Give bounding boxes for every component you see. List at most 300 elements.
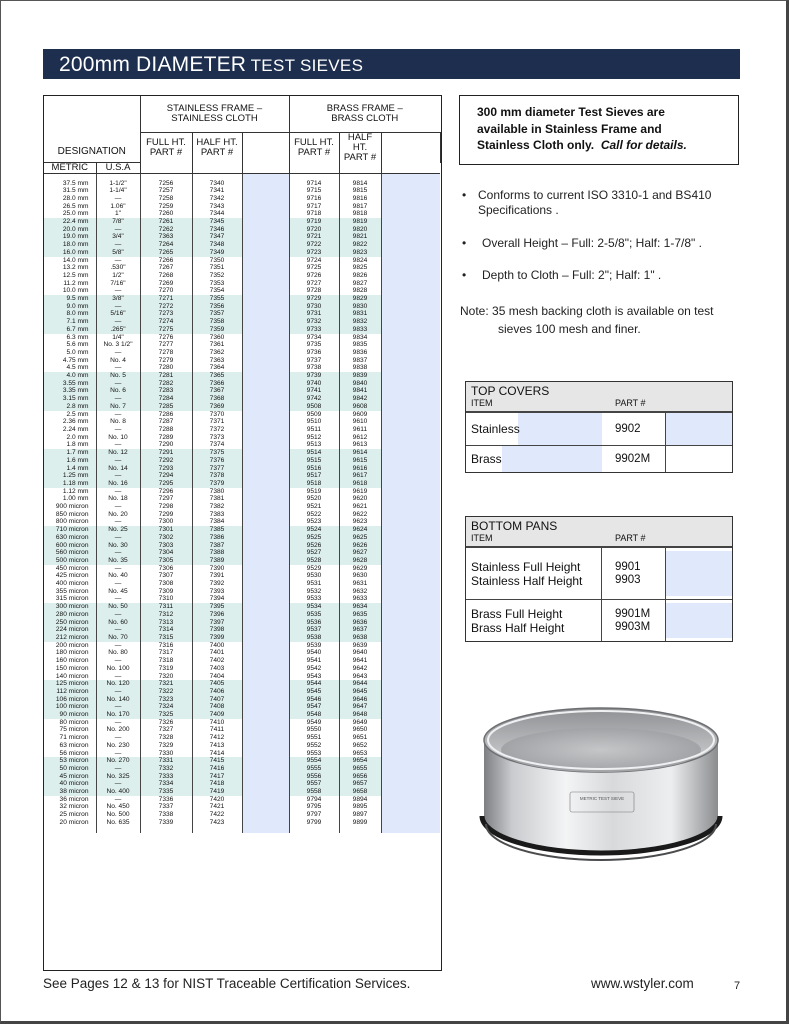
callout-line3: Stainless Cloth only. [477, 138, 595, 152]
brass-full-part: 9521 [289, 503, 339, 511]
metric-size: 9.5 mm [44, 295, 96, 303]
item-name: Stainless [471, 422, 520, 436]
blank-cell [242, 803, 289, 811]
brass-full-part: 9535 [289, 611, 339, 619]
brass-half-part: 9649 [339, 719, 381, 727]
metric-size: 106 micron [44, 696, 96, 704]
brass-half-part: 9814 [339, 180, 381, 188]
brass-half-part: 9637 [339, 626, 381, 634]
usa-size: No. 25 [96, 526, 140, 534]
stainless-half-part: 7405 [192, 680, 242, 688]
bot-spacer [289, 163, 339, 174]
metric-size: 300 micron [44, 603, 96, 611]
brass-full-part: 9794 [289, 796, 339, 804]
usa-size: No. 450 [96, 803, 140, 811]
stainless-half-part: 7352 [192, 272, 242, 280]
blank-cell [242, 264, 289, 272]
brass-half-part: 9615 [339, 457, 381, 465]
sieve-row [44, 457, 440, 465]
metric-size: 1.4 mm [44, 465, 96, 473]
blank-cell [381, 711, 440, 719]
blank-cell [381, 734, 440, 742]
part-cell [602, 600, 666, 641]
sieve-row [44, 349, 440, 357]
stainless-full-part: 7296 [140, 488, 192, 496]
stainless-half-part: 7357 [192, 310, 242, 318]
brass-full-part: 9735 [289, 341, 339, 349]
metric-size: 4.75 mm [44, 357, 96, 365]
sieve-row [44, 418, 440, 426]
spec-text: Conforms to current ISO 3310-1 and BS410 Specifications . [478, 188, 712, 217]
stainless-half-part: 7345 [192, 218, 242, 226]
metric-size: 180 micron [44, 649, 96, 657]
blank-cell [381, 210, 440, 218]
metric-size: 36 micron [44, 796, 96, 804]
stainless-full-part: 7260 [140, 210, 192, 218]
usa-size: 3/8" [96, 295, 140, 303]
blank-cell [381, 180, 440, 188]
stainless-half-part: 7363 [192, 357, 242, 365]
part-number: 9902M [615, 452, 651, 465]
brass-full-part: 9553 [289, 750, 339, 758]
blank-cell [381, 233, 440, 241]
sieve-row [44, 210, 440, 218]
stainless-half-part: 7403 [192, 665, 242, 673]
metric-size: 212 micron [44, 634, 96, 642]
blank-cell [242, 257, 289, 265]
stainless-half-part: 7414 [192, 750, 242, 758]
blank-cell [381, 696, 440, 704]
brass-full-part: 9723 [289, 249, 339, 257]
brass-half-part: 9841 [339, 387, 381, 395]
metric-size: 90 micron [44, 711, 96, 719]
brass-half-part: 9658 [339, 788, 381, 796]
usa-size: No. 400 [96, 788, 140, 796]
brass-full-part: 9797 [289, 811, 339, 819]
stainless-full-part: 7363 [140, 233, 192, 241]
stainless-full-part: 7277 [140, 341, 192, 349]
metric-header: METRIC [44, 163, 96, 174]
brass-full-part: 9529 [289, 565, 339, 573]
stainless-half-part: 7344 [192, 210, 242, 218]
metric-size: 50 micron [44, 765, 96, 773]
blank-cell [381, 773, 440, 781]
stainless-full-part: 7316 [140, 642, 192, 650]
brass-half-part: 9612 [339, 434, 381, 442]
full-ht-label: FULL HT. [294, 136, 334, 148]
test-sieve-photo [478, 700, 724, 865]
title-main: 200mm DIAMETER [59, 53, 247, 76]
metric-size: 80 micron [44, 719, 96, 727]
usa-size: 7/16" [96, 280, 140, 288]
blank-cell [381, 542, 440, 550]
metric-size: 1.18 mm [44, 480, 96, 488]
usa-size: No. 18 [96, 495, 140, 503]
blank-cell [381, 595, 440, 603]
usa-size: — [96, 364, 140, 372]
blank-cell [381, 526, 440, 534]
blank-cell [242, 657, 289, 665]
stainless-half-part: 7377 [192, 465, 242, 473]
brass-half-part: 9640 [339, 649, 381, 657]
sieve-row [44, 511, 440, 519]
usa-size: 1.06" [96, 203, 140, 211]
blank-cell [381, 742, 440, 750]
item-header: ITEM [471, 533, 493, 543]
metric-size: 9.0 mm [44, 303, 96, 311]
sieve-row [44, 280, 440, 288]
metric-size: 32 micron [44, 803, 96, 811]
stainless-half-part: 7343 [192, 203, 242, 211]
usa-size: 5/8" [96, 249, 140, 257]
blank-cell [242, 673, 289, 681]
stainless-half-part: 7407 [192, 696, 242, 704]
brass-full-part: 9734 [289, 334, 339, 342]
stainless-half-ht [192, 132, 242, 163]
sieve-row [44, 680, 440, 688]
brass-full-part: 9525 [289, 534, 339, 542]
brass-full-part: 9799 [289, 819, 339, 827]
brass-full-part: 9516 [289, 465, 339, 473]
sieve-table [43, 95, 442, 971]
blank-cell [381, 819, 440, 827]
usa-size: 7/8" [96, 218, 140, 226]
stainless-half-part: 7406 [192, 688, 242, 696]
metric-size: 26.5 mm [44, 203, 96, 211]
stainless-half-part: 7402 [192, 657, 242, 665]
blank-cell [381, 387, 440, 395]
stainless-full-part: 7304 [140, 549, 192, 557]
brass-half-part: 9656 [339, 773, 381, 781]
part-number: 9903M [615, 620, 651, 633]
sieve-row [44, 287, 440, 295]
stainless-header: STAINLESS FRAME – STAINLESS CLOTH [140, 96, 289, 132]
brass-half-part: 9629 [339, 565, 381, 573]
stainless-half-part: 7404 [192, 673, 242, 681]
blank-cell [381, 803, 440, 811]
usa-header: U.S.A [96, 163, 140, 174]
brass-half-part: 9894 [339, 796, 381, 804]
usa-size: — [96, 626, 140, 634]
sieve-row [44, 611, 440, 619]
blank-cell [242, 349, 289, 357]
brass-half-part: 9614 [339, 449, 381, 457]
blank-cell [242, 557, 289, 565]
spacer-cell [339, 827, 381, 833]
brass-half-part: 9836 [339, 349, 381, 357]
sieve-row [44, 310, 440, 318]
blank-cell [381, 534, 440, 542]
bullet-dot-icon: • [462, 188, 467, 202]
blank-cell [242, 634, 289, 642]
brass-half-part: 9653 [339, 750, 381, 758]
brass-half-part: 9819 [339, 218, 381, 226]
stainless-half-part: 7393 [192, 588, 242, 596]
metric-size: 19.0 mm [44, 233, 96, 241]
blank-cell [242, 341, 289, 349]
blank-cell [381, 619, 440, 627]
stainless-half-part: 7362 [192, 349, 242, 357]
sieve-row [44, 449, 440, 457]
blank-cell [381, 472, 440, 480]
blank-cell [242, 218, 289, 226]
spacer-cell [192, 827, 242, 833]
blank-cell [381, 642, 440, 650]
brass-full-part: 9530 [289, 572, 339, 580]
metric-size: 3.55 mm [44, 380, 96, 388]
usa-size: No. 140 [96, 696, 140, 704]
usa-size: — [96, 241, 140, 249]
brass-full-part: 9518 [289, 480, 339, 488]
stainless-full-part: 7266 [140, 257, 192, 265]
brass-half-part: 9821 [339, 233, 381, 241]
metric-size: 850 micron [44, 511, 96, 519]
metric-size: 8.0 mm [44, 310, 96, 318]
blank-cell [381, 495, 440, 503]
brass-full-part: 9732 [289, 318, 339, 326]
blank-cell [381, 434, 440, 442]
metric-size: 1.25 mm [44, 472, 96, 480]
backing-cloth-note [460, 302, 750, 338]
usa-size: 1" [96, 210, 140, 218]
metric-size: 13.2 mm [44, 264, 96, 272]
usa-size: No. 40 [96, 572, 140, 580]
metric-size: 250 micron [44, 619, 96, 627]
stainless-half-part: 7341 [192, 187, 242, 195]
bullet-dot-icon: • [462, 236, 467, 250]
brass-full-part: 9731 [289, 310, 339, 318]
sieve-row [44, 426, 440, 434]
brass-half-part: 9834 [339, 334, 381, 342]
blank-cell [381, 665, 440, 673]
brass-half-part: 9623 [339, 518, 381, 526]
blank-cell [381, 280, 440, 288]
sieve-row [44, 272, 440, 280]
brass-half-part: 9899 [339, 819, 381, 827]
stainless-full-part: 7265 [140, 249, 192, 257]
stainless-half-part: 7370 [192, 411, 242, 419]
stainless-half-part: 7365 [192, 372, 242, 380]
brass-half-part: 9825 [339, 264, 381, 272]
item-name: Brass Full Height [471, 606, 563, 621]
metric-size: 2.8 mm [44, 403, 96, 411]
sieve-row [44, 488, 440, 496]
metric-size: 16.0 mm [44, 249, 96, 257]
blank-cell [381, 226, 440, 234]
sieve-row [44, 195, 440, 203]
usa-size: .530" [96, 264, 140, 272]
brass-half-part: 9628 [339, 557, 381, 565]
sieve-row [44, 703, 440, 711]
brass-half-part: 9621 [339, 503, 381, 511]
metric-size: 4.0 mm [44, 372, 96, 380]
blank-cell [381, 557, 440, 565]
stainless-half-part: 7418 [192, 780, 242, 788]
stainless-full-part: 7330 [140, 750, 192, 758]
item-cell [466, 446, 602, 472]
stainless-full-part: 7332 [140, 765, 192, 773]
usa-size: — [96, 457, 140, 465]
part-number: 9901M [615, 607, 651, 620]
brass-full-part: 9724 [289, 257, 339, 265]
blank-cell [242, 542, 289, 550]
blank-cell [242, 619, 289, 627]
brass-half-part: 9644 [339, 680, 381, 688]
designation-header: DESIGNATION [44, 96, 140, 163]
brass-full-part: 9533 [289, 595, 339, 603]
metric-size: 45 micron [44, 773, 96, 781]
blank-cell [381, 349, 440, 357]
part-cell [602, 446, 666, 472]
stainless-half-part: 7369 [192, 403, 242, 411]
stainless-half-part: 7361 [192, 341, 242, 349]
sieve-row [44, 518, 440, 526]
usa-size: 5/16" [96, 310, 140, 318]
brass-half-part: 9815 [339, 187, 381, 195]
stainless-full-part: 7302 [140, 534, 192, 542]
stainless-full-part: 7280 [140, 364, 192, 372]
column-headers [471, 533, 727, 545]
brass-full-part: 9742 [289, 395, 339, 403]
metric-size: 40 micron [44, 780, 96, 788]
blank-cell [242, 819, 289, 827]
brass-half-part: 9627 [339, 549, 381, 557]
brass-half-part: 9622 [339, 511, 381, 519]
bottom-pan-row [466, 599, 732, 641]
blank-cell [381, 318, 440, 326]
brass-half-part: 9608 [339, 403, 381, 411]
blank-cell [242, 518, 289, 526]
sieve-row [44, 765, 440, 773]
sieve-row [44, 542, 440, 550]
blank-cell [242, 726, 289, 734]
metric-size: 710 micron [44, 526, 96, 534]
stainless-full-part: 7336 [140, 796, 192, 804]
stainless-full-part: 7334 [140, 780, 192, 788]
blank-cell [242, 280, 289, 288]
blank-cell [242, 580, 289, 588]
stainless-full-part: 7331 [140, 757, 192, 765]
stainless-full-part: 7293 [140, 465, 192, 473]
brass-half-part: 9609 [339, 411, 381, 419]
blank-cell [381, 310, 440, 318]
stainless-full-part: 7268 [140, 272, 192, 280]
brass-full-part: 9715 [289, 187, 339, 195]
blank-cell [242, 565, 289, 573]
brass-half-part: 9630 [339, 572, 381, 580]
stainless-full-part: 7287 [140, 418, 192, 426]
stainless-half-part: 7359 [192, 326, 242, 334]
spec-text: Depth to Cloth – Full: 2"; Half: 1" . [482, 268, 662, 282]
blank-cell [242, 642, 289, 650]
brass-half-part: 9641 [339, 657, 381, 665]
stainless-half-part: 7420 [192, 796, 242, 804]
brass-half-part: 9818 [339, 210, 381, 218]
blank-cell [381, 657, 440, 665]
stainless-full-part: 7329 [140, 742, 192, 750]
blank-cell [242, 395, 289, 403]
usa-size: No. 35 [96, 557, 140, 565]
sieve-row [44, 357, 440, 365]
stainless-full-part: 7289 [140, 434, 192, 442]
brass-full-part: 9540 [289, 649, 339, 657]
blank-cell [381, 788, 440, 796]
usa-size: No. 80 [96, 649, 140, 657]
blank-cell [242, 357, 289, 365]
usa-size: .265" [96, 326, 140, 334]
sieve-table-body [44, 174, 440, 833]
note-line: Note: 35 mesh backing cloth is available on test [460, 304, 714, 318]
brass-half-part: 9647 [339, 703, 381, 711]
brass-half-part: 9617 [339, 472, 381, 480]
metric-size: 12.5 mm [44, 272, 96, 280]
blank-cell [381, 441, 440, 449]
brass-full-part: 9555 [289, 765, 339, 773]
sieve-row [44, 595, 440, 603]
sieve-row [44, 803, 440, 811]
blank-cell [381, 626, 440, 634]
brass-full-part: 9508 [289, 403, 339, 411]
usa-size: — [96, 518, 140, 526]
usa-size: — [96, 765, 140, 773]
stainless-half-part: 7371 [192, 418, 242, 426]
stainless-half-part: 7356 [192, 303, 242, 311]
brass-full-part: 9537 [289, 626, 339, 634]
blank-cell [381, 372, 440, 380]
bot-spacer [192, 163, 242, 174]
website-link[interactable]: www.wstyler.com [591, 976, 694, 991]
blank-cell [242, 626, 289, 634]
brass-half-part: 9645 [339, 688, 381, 696]
stainless-full-part: 7271 [140, 295, 192, 303]
stainless-full-part: 7303 [140, 542, 192, 550]
stainless-half-part: 7417 [192, 773, 242, 781]
part-number: 9901 [615, 560, 641, 573]
sieve-row [44, 372, 440, 380]
stainless-full-part: 7294 [140, 472, 192, 480]
bot-spacer [140, 163, 192, 174]
sieve-row [44, 696, 440, 704]
metric-size: 38 micron [44, 788, 96, 796]
stainless-half-part: 7401 [192, 649, 242, 657]
brass-half-ht [339, 132, 381, 163]
usa-size: No. 10 [96, 434, 140, 442]
brass-half-part: 9620 [339, 495, 381, 503]
blank-cell [242, 773, 289, 781]
metric-size: 37.5 mm [44, 180, 96, 188]
sieve-row [44, 395, 440, 403]
stainless-half-part: 7358 [192, 318, 242, 326]
brass-full-part: 9733 [289, 326, 339, 334]
usa-size: — [96, 287, 140, 295]
sieve-row [44, 180, 440, 188]
brass-full-part: 9725 [289, 264, 339, 272]
blank-cell [242, 426, 289, 434]
blank-cell [381, 719, 440, 727]
stainless-half-part: 7396 [192, 611, 242, 619]
metric-size: 56 micron [44, 750, 96, 758]
metric-size: 140 micron [44, 673, 96, 681]
brass-full-part: 9517 [289, 472, 339, 480]
stainless-full-part: 7290 [140, 441, 192, 449]
metric-size: 10.0 mm [44, 287, 96, 295]
blank-cell [242, 318, 289, 326]
blank-cell [242, 572, 289, 580]
stainless-half-part: 7411 [192, 726, 242, 734]
blank-cell [381, 357, 440, 365]
blank-cell [242, 780, 289, 788]
metric-size: 1.7 mm [44, 449, 96, 457]
